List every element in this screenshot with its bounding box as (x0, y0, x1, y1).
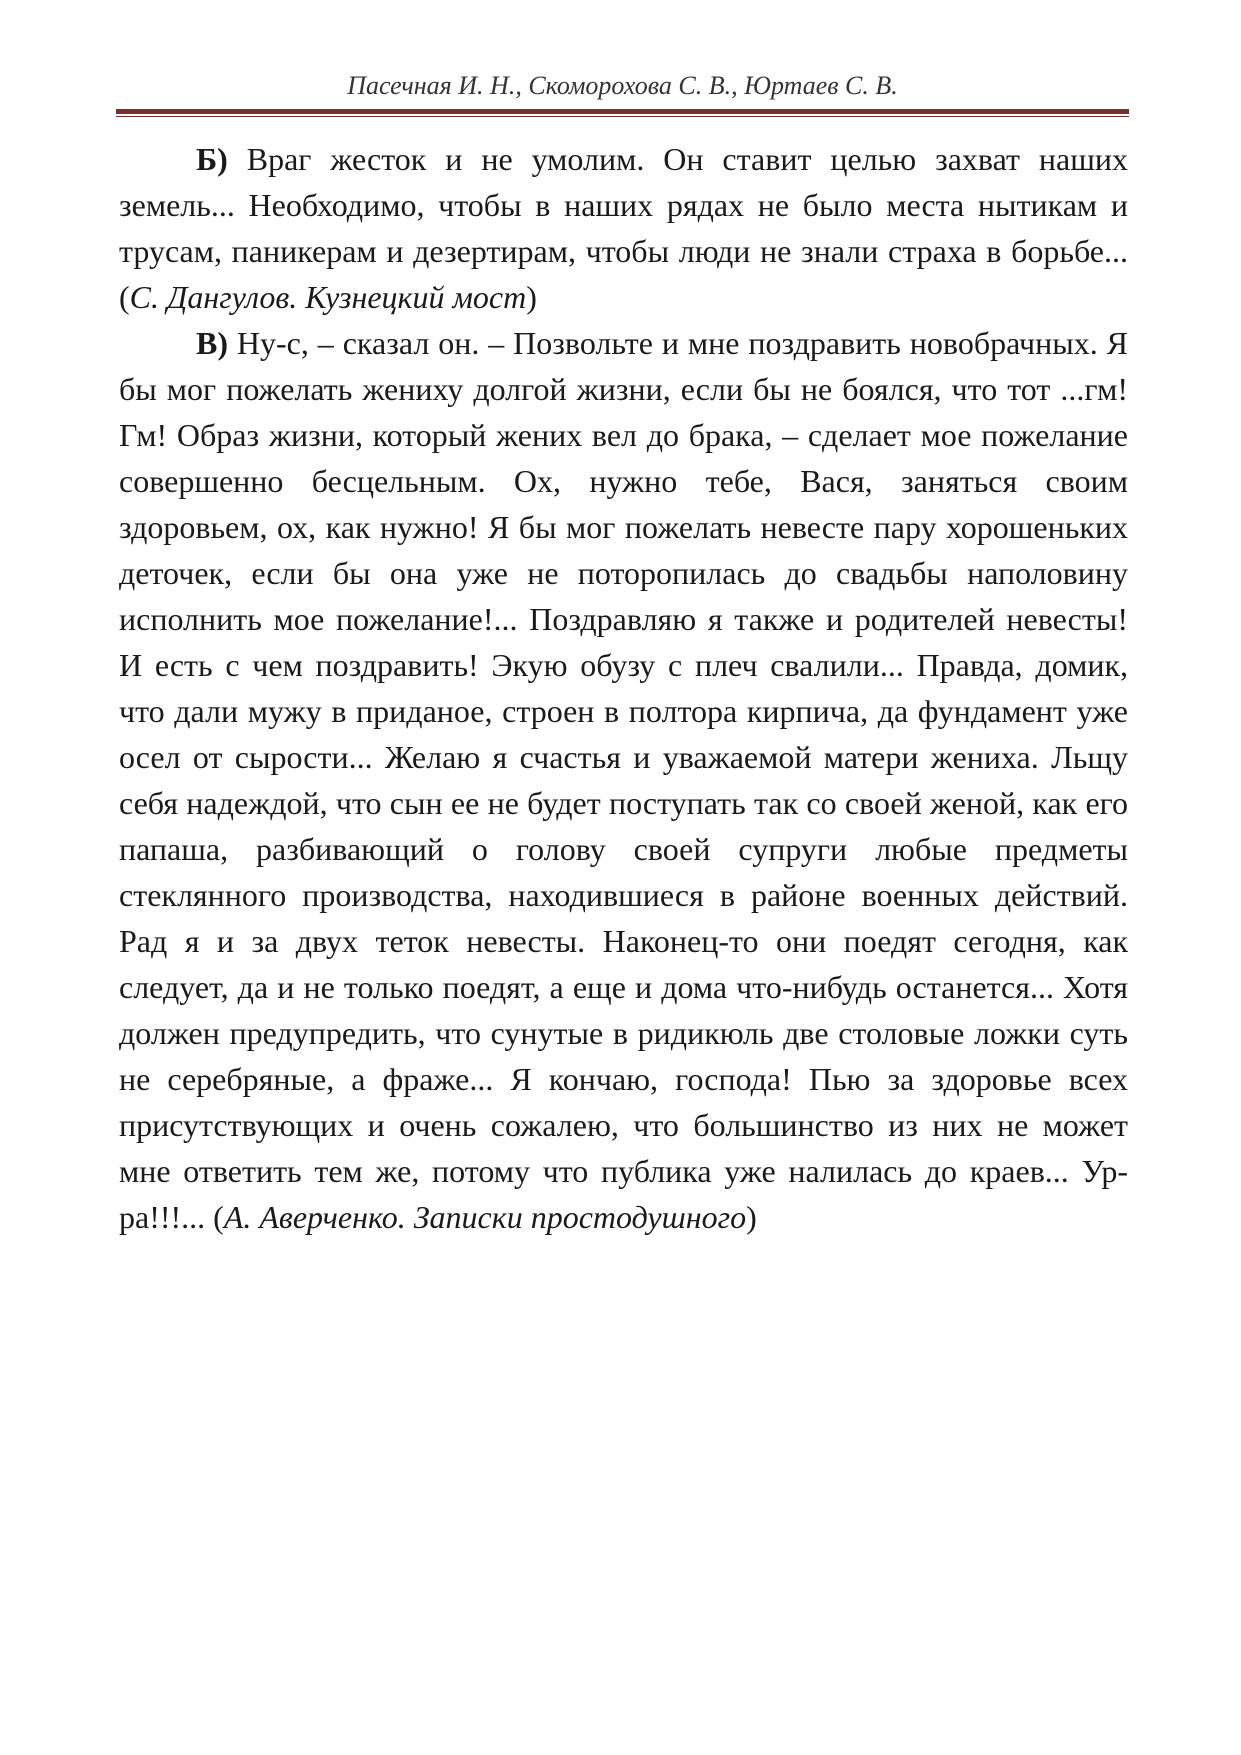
paragraph-v (119, 320, 1128, 1240)
citation-closing: ) (526, 279, 537, 315)
running-header-authors: Пасечная И. Н., Скоморохова С. В., Юртаев С. В. (347, 71, 898, 100)
paragraph-text: Враг жесток и не умолим. Он ставит целью захват наших земель... Необходимо, чтобы в наших рядах не было места нытикам и трусам, паникерам и дезертирам, чтобы люди не знали страха в борьбе... ( (119, 141, 1128, 315)
paragraph-label: В) (196, 325, 228, 361)
paragraph-label: Б) (196, 141, 228, 177)
citation-closing: ) (746, 1199, 757, 1235)
header-rule-thick-line (116, 109, 1129, 114)
body-text (119, 136, 1128, 1240)
citation: А. Аверченко. Записки простодушного (223, 1199, 747, 1235)
citation: С. Дангулов. Кузнецкий мост (129, 279, 527, 315)
header-rule-thin-line (116, 116, 1129, 117)
paragraph-text: Ну-с, – сказал он. – Позвольте и мне поздравить новобрачных. Я бы мог пожелать жениху долгой жизни, если бы не боялся, что тот ...гм! Гм! Образ жизни, который жених вел до брака, – сделает мое пожелание совершенно бесцельным. Ох, нужно тебе, Вася, заняться своим здоровьем, ох, как нужно! Я бы мог пожелать невесте пару хорошеньких деточек, если бы она уже не поторопилась до свадьбы наполовину исполнить мое пожелание!... Поздравляю я также и родителей невесты! И есть с чем поздравить! Экую обузу с плеч свалили... Правда, домик, что дали мужу в приданое, строен в полтора кирпича, да фундамент уже осел от сырости... Желаю я счастья и уважаемой матери жениха. Льщу себя надеждой, что сын ее не будет поступать так со своей женой, как его папаша, разбивающий о голову своей супруги любые предметы стеклянного производства, находившиеся в районе военных действий. Рад я и за двух теток невесты. Наконец-то они поедят сегодня, как следует, да и не только поедят, а еще и дома что-нибудь останется... Хотя должен предупредить, что сунутые в ридикюль две столовые ложки суть не серебряные, а фраже... Я кончаю, господа! Пью за здоровье всех присутствующих и очень сожалею, что большинство из них не может мне ответить тем же, потому что публика уже налилась до краев... Ур-ра!!!... ( (119, 325, 1128, 1235)
paragraph-b (119, 136, 1128, 320)
